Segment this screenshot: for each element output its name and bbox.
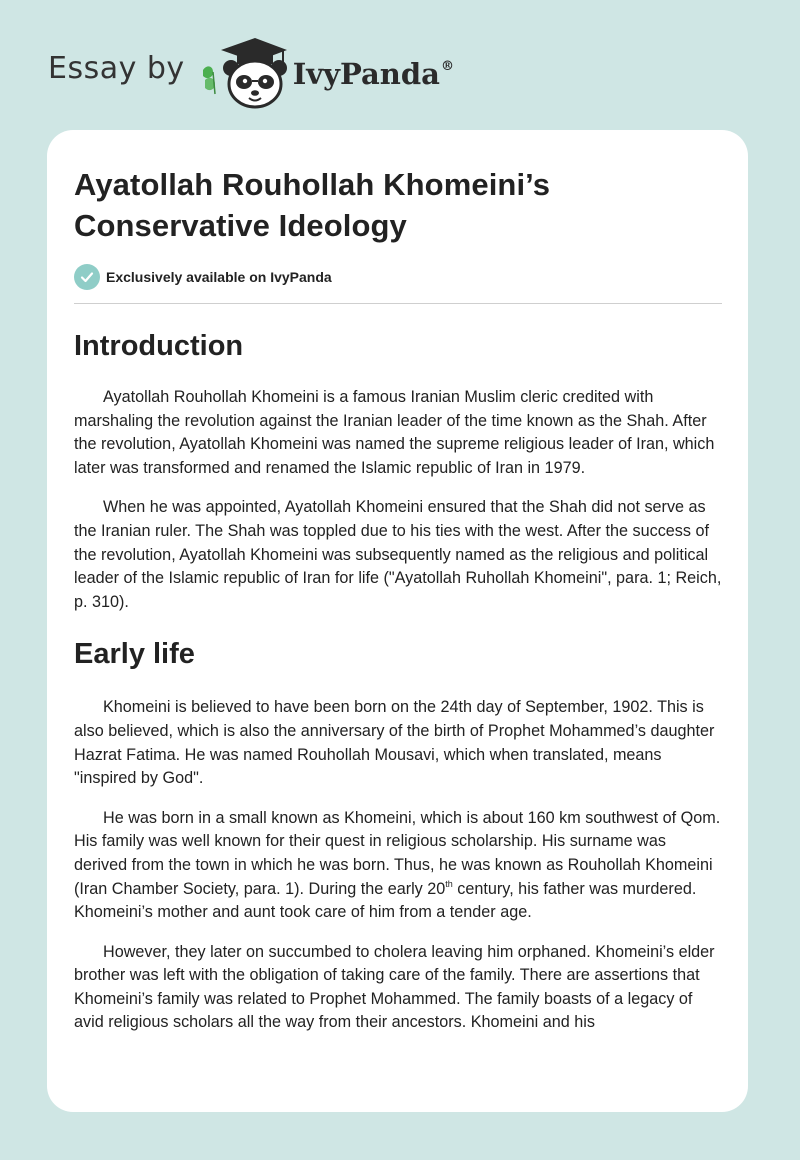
exclusive-badge xyxy=(74,264,722,290)
section-heading-introduction: Introduction xyxy=(74,330,244,362)
section-body-introduction xyxy=(74,386,722,614)
section-body-early-life xyxy=(74,696,722,1035)
check-icon xyxy=(74,264,100,290)
title-divider xyxy=(74,303,722,304)
exclusive-badge-label: Exclusively available on IvyPanda xyxy=(106,269,332,285)
section-heading-early-life: Early life xyxy=(74,638,195,671)
brand-prefix: Essay by xyxy=(48,50,185,86)
brand-name: IvyPanda® xyxy=(292,57,454,91)
essay-title-line-2: Conservative Ideology xyxy=(74,208,407,243)
essay-title xyxy=(74,164,722,246)
paragraph: However, they later on succumbed to cholera leaving him orphaned. Khomeini’s elder brother was left with the obligation of taking care of the family. There are assertions that Khomeini’s family was related to Prophet Mohammed. The family boasts of a legacy of avid religious scholars all the way from their ancestors. Khomeini and his xyxy=(74,942,715,1032)
paragraph-with-superscript: He was born in a small known as Khomeini, which is about 160 km southwest of Qom. His family was well known for their quest in religious scholarship. His surname was derived from the town in which he was born. Thus, he was known as Rouhollah Khomeini (Iran Chamber Society, para. 1). During the early 20th century, his father was murdered. Khomeini’s mother and aunt took care of him from a tender age. xyxy=(74,808,721,922)
paragraph: Khomeini is believed to have been born on the 24th day of September, 1902. This is also believed, which is also the anniversary of the birth of Prophet Mohammed’s daughter Hazrat Fatima. He was named Rouhollah Mousavi, which when translated, means "inspired by God". xyxy=(74,698,715,788)
paragraph: When he was appointed, Ayatollah Khomeini ensured that the Shah did not serve as the Iranian ruler. The Shah was toppled due to his ties with the west. After the success of the revolution, Ayatollah Khomeini was subsequently named as the religious and political leader of the Islamic republic of Iran for life ("Ayatollah Ruhollah Khomeini", para. 1; Reich, p. 310). xyxy=(74,498,722,611)
essay-title-line-1: Ayatollah Rouhollah Khomeini’s xyxy=(74,167,551,202)
essay-card xyxy=(47,130,748,1112)
paragraph: Ayatollah Rouhollah Khomeini is a famous Iranian Muslim cleric credited with marshaling the revolution against the Iranian leader of the time known as the Shah. After the revolution, Ayatollah Khomeini was named the supreme religious leader of Iran, which later was transformed and renamed the Islamic republic of Iran in 1979. xyxy=(74,388,715,477)
panda-logo-icon[interactable] xyxy=(199,34,291,110)
site-header xyxy=(48,34,454,110)
registered-mark: ® xyxy=(440,59,454,74)
ordinal-superscript: th xyxy=(445,878,453,889)
